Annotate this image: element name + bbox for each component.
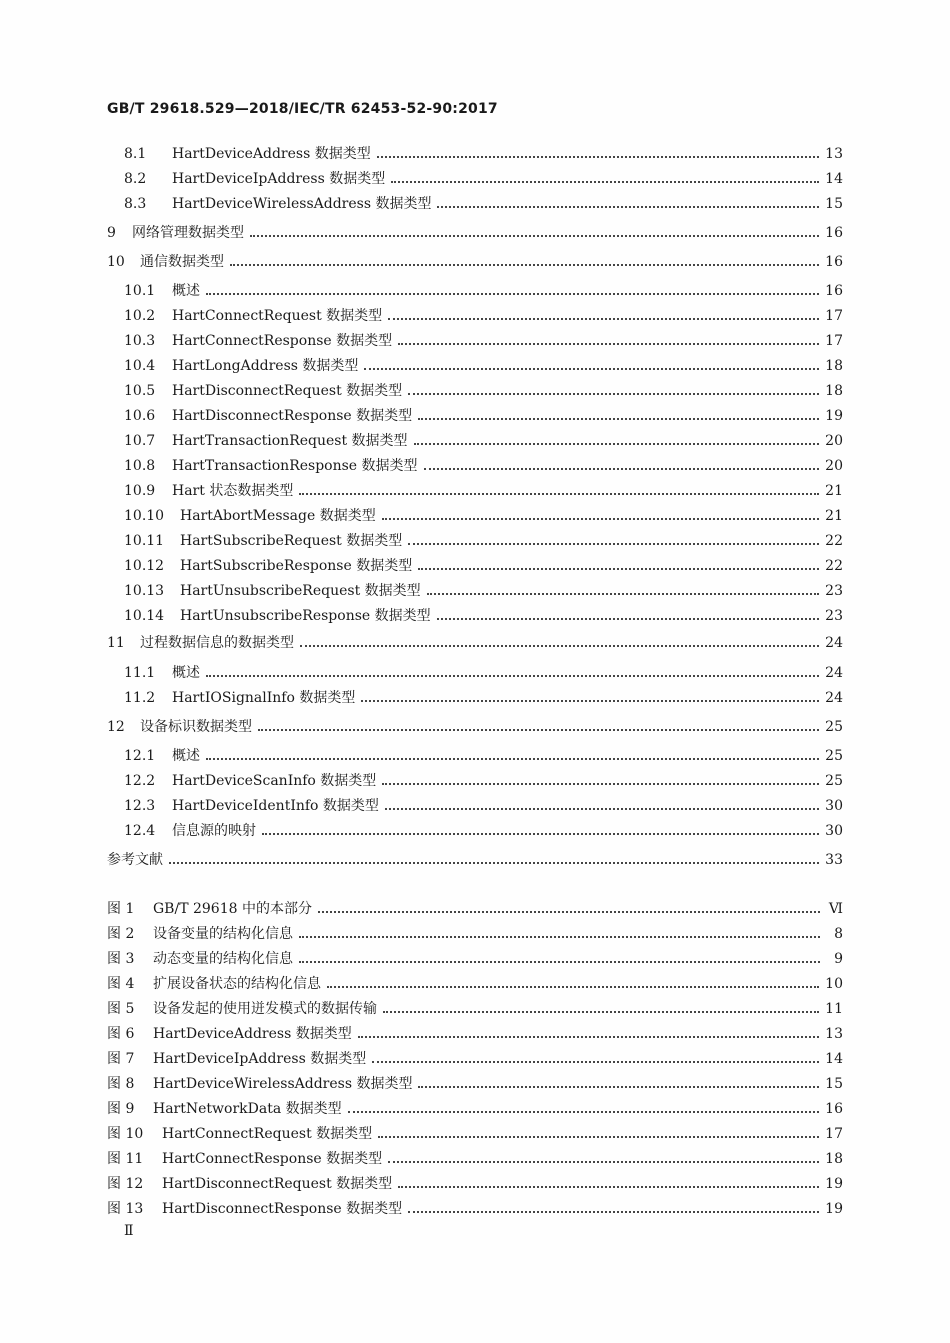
toc-entry[interactable] (124, 430, 843, 452)
toc-entry-page: 24 (825, 665, 843, 681)
dot-leader (424, 468, 820, 470)
dot-leader (377, 156, 819, 158)
toc-entry-title: HartLongAddress 数据类型 (172, 358, 359, 374)
toc-entry-title: HartDeviceAddress 数据类型 (172, 146, 371, 162)
toc-entry-page: 18 (825, 1151, 843, 1167)
toc-entry[interactable] (124, 662, 843, 684)
toc-entry-number: 12 (107, 719, 125, 735)
toc-entry[interactable] (124, 605, 843, 627)
toc-entry-page: 19 (825, 408, 843, 424)
toc-entry-page: 30 (825, 798, 843, 814)
toc-entry[interactable] (124, 555, 843, 577)
dot-leader (300, 645, 819, 647)
toc-entry-number: 10.10 (124, 508, 165, 524)
toc-entry[interactable] (124, 745, 843, 767)
toc-entry-number: 10.8 (124, 458, 156, 474)
toc-entry-number: 图 4 (107, 976, 135, 992)
toc-entry-number: 12.1 (124, 748, 156, 764)
toc-entry-number: 10.11 (124, 533, 165, 549)
toc-entry-page: 23 (825, 608, 843, 624)
toc-entry[interactable] (124, 505, 843, 527)
dot-leader (437, 618, 820, 620)
dot-leader (206, 675, 819, 677)
toc-entry-title: 通信数据类型 (140, 254, 224, 270)
toc-entry-title: 网络管理数据类型 (132, 225, 244, 241)
toc-entry-number: 10.9 (124, 483, 156, 499)
dot-leader (206, 293, 819, 295)
toc-entry-title: HartIOSignalInfo 数据类型 (172, 690, 356, 706)
dot-leader (299, 493, 819, 495)
toc-entry-number: 10.1 (124, 283, 156, 299)
toc-entry-title: HartDeviceIpAddress 数据类型 (172, 171, 386, 187)
dot-leader (262, 833, 819, 835)
toc-entry[interactable] (124, 143, 843, 165)
toc-entry-title: 信息源的映射 (172, 823, 256, 839)
toc-entry-number: 8.3 (124, 196, 147, 212)
toc-entry[interactable] (124, 380, 843, 402)
toc-entry-title: HartDeviceAddress 数据类型 (153, 1026, 352, 1042)
toc-entry-page: 16 (825, 254, 843, 270)
toc-entry[interactable] (107, 849, 843, 871)
toc-entry[interactable] (107, 973, 843, 995)
toc-entry-page: Ⅵ (828, 901, 843, 917)
toc-entry-page: 13 (825, 1026, 843, 1042)
toc-entry[interactable] (124, 580, 843, 602)
toc-entry-title: HartTransactionResponse 数据类型 (172, 458, 418, 474)
toc-entry[interactable] (124, 168, 843, 190)
toc-entry-number: 图 10 (107, 1126, 144, 1142)
toc-entry-number: 图 9 (107, 1101, 135, 1117)
toc-entry-page: 33 (825, 852, 843, 868)
toc-entry-title: HartDeviceWirelessAddress 数据类型 (153, 1076, 413, 1092)
toc-entry-number: 图 5 (107, 1001, 135, 1017)
toc-entry-number: 10.13 (124, 583, 165, 599)
toc-entry-title: 设备发起的使用迸发模式的数据传输 (153, 1001, 377, 1017)
dot-leader (383, 1011, 819, 1013)
toc-entry-title: 扩展设备状态的结构化信息 (153, 976, 321, 992)
toc-entry-title: HartDisconnectRequest 数据类型 (162, 1176, 393, 1192)
toc-entry-page: 13 (825, 146, 843, 162)
toc-entry-page: 16 (825, 1101, 843, 1117)
dot-leader (427, 593, 820, 595)
dot-leader (169, 862, 819, 864)
dot-leader (299, 936, 820, 938)
toc-entry-number: 8.2 (124, 171, 147, 187)
toc-entry-number: 12.2 (124, 773, 156, 789)
toc-entry-title: HartDisconnectResponse 数据类型 (172, 408, 413, 424)
toc-entry-title: HartConnectRequest 数据类型 (172, 308, 383, 324)
toc-entry-page: 23 (825, 583, 843, 599)
toc-entry-number: 图 3 (107, 951, 135, 967)
toc-entry[interactable] (124, 193, 843, 215)
toc-entry[interactable] (124, 480, 843, 502)
toc-entry-title: HartNetworkData 数据类型 (153, 1101, 342, 1117)
toc-entry[interactable] (124, 455, 843, 477)
dot-leader (418, 418, 819, 420)
toc-entry[interactable] (107, 1173, 843, 1195)
dot-leader (327, 986, 819, 988)
toc-entry-title: HartAbortMessage 数据类型 (180, 508, 376, 524)
toc-entry-title: 设备变量的结构化信息 (153, 926, 293, 942)
toc-entry[interactable] (124, 795, 843, 817)
toc-entry-title: HartDeviceScanInfo 数据类型 (172, 773, 377, 789)
toc-entry-page: 15 (825, 1076, 843, 1092)
toc-entry[interactable] (124, 405, 843, 427)
toc-entry-number: 图 11 (107, 1151, 144, 1167)
toc-entry-number: 图 12 (107, 1176, 144, 1192)
toc-entry[interactable] (107, 998, 843, 1020)
toc-entry-title: 过程数据信息的数据类型 (140, 635, 294, 651)
toc-entry-page: 15 (825, 196, 843, 212)
toc-entry-page: 22 (825, 558, 843, 574)
toc-entry-title: GB/T 29618 中的本部分 (153, 901, 312, 917)
dot-leader (408, 1211, 819, 1213)
toc-entry-page: 17 (825, 308, 843, 324)
dot-leader (258, 729, 819, 731)
toc-entry-number: 图 8 (107, 1076, 135, 1092)
toc-entry[interactable] (107, 1198, 843, 1220)
toc-entry-page: 20 (825, 458, 843, 474)
toc-entry-number: 10.4 (124, 358, 156, 374)
dot-leader (388, 1161, 819, 1163)
toc-entry-title: HartConnectResponse 数据类型 (162, 1151, 383, 1167)
toc-entry-number: 图 7 (107, 1051, 135, 1067)
toc-entry-page: 22 (825, 533, 843, 549)
toc-entry-page: 8 (834, 926, 843, 942)
toc-entry-title: 概述 (172, 665, 200, 681)
toc-entry-page: 17 (825, 333, 843, 349)
dot-leader (382, 518, 819, 520)
toc-entry-number: 11 (107, 635, 125, 651)
dot-leader (408, 393, 819, 395)
toc-entry-title: 设备标识数据类型 (140, 719, 252, 735)
toc-entry-number: 11.2 (124, 690, 156, 706)
toc-entry-number: 10 (107, 254, 125, 270)
toc-entry[interactable] (124, 280, 843, 302)
dot-leader (378, 1136, 819, 1138)
toc-entry-number: 9 (107, 225, 116, 241)
dot-leader (372, 1061, 819, 1063)
toc-entry-number: 图 6 (107, 1026, 135, 1042)
toc-entry-number: 12.3 (124, 798, 156, 814)
toc-entry-page: 25 (825, 748, 843, 764)
toc-entry[interactable] (124, 770, 843, 792)
dot-leader (382, 783, 819, 785)
toc-entry-page: 9 (834, 951, 843, 967)
toc-entry[interactable] (124, 330, 843, 352)
toc-entry-page: 25 (825, 719, 843, 735)
toc-entry[interactable] (107, 251, 843, 273)
toc-entry-title: HartDisconnectRequest 数据类型 (172, 383, 403, 399)
toc-entry-page: 19 (825, 1201, 843, 1217)
toc-entry-page: 14 (825, 1051, 843, 1067)
dot-leader (437, 206, 819, 208)
toc-entry-title: HartDeviceIpAddress 数据类型 (153, 1051, 367, 1067)
toc-entry-number: 10.5 (124, 383, 156, 399)
toc-entry-number: 图 13 (107, 1201, 144, 1217)
toc-entry-title: Hart 状态数据类型 (172, 483, 294, 499)
toc-entry-page: 18 (825, 358, 843, 374)
dot-leader (318, 911, 820, 913)
dot-leader (414, 443, 820, 445)
toc-entry-title: HartUnsubscribeResponse 数据类型 (180, 608, 431, 624)
toc-entry-page: 25 (825, 773, 843, 789)
dot-leader (398, 1186, 819, 1188)
toc-entry[interactable] (107, 632, 843, 654)
toc-entry-page: 19 (825, 1176, 843, 1192)
toc-entry[interactable] (107, 222, 843, 244)
toc-entry-title: HartUnsubscribeRequest 数据类型 (180, 583, 421, 599)
toc-entry-page: 21 (825, 483, 843, 499)
toc-entry-number: 图 2 (107, 926, 135, 942)
dot-leader (206, 758, 819, 760)
toc-entry[interactable] (107, 1048, 843, 1070)
dot-leader (361, 700, 819, 702)
toc-entry[interactable] (124, 355, 843, 377)
toc-entry[interactable] (124, 687, 843, 709)
toc-entry[interactable] (124, 305, 843, 327)
dot-leader (418, 1086, 819, 1088)
toc-entry-number: 10.6 (124, 408, 156, 424)
toc-entry-title: HartDisconnectResponse 数据类型 (162, 1201, 403, 1217)
toc-entry-number: 10.14 (124, 608, 165, 624)
dot-leader (418, 568, 819, 570)
toc-entry-title: HartDeviceWirelessAddress 数据类型 (172, 196, 432, 212)
toc-entry-page: 18 (825, 383, 843, 399)
toc-entry[interactable] (107, 1073, 843, 1095)
toc-entry-title: HartTransactionRequest 数据类型 (172, 433, 408, 449)
toc-entry-page: 16 (825, 225, 843, 241)
toc-entry-page: 16 (825, 283, 843, 299)
toc-entry-title: HartSubscribeRequest 数据类型 (180, 533, 403, 549)
toc-entry-title: HartDeviceIdentInfo 数据类型 (172, 798, 379, 814)
toc-entry-number: 10.2 (124, 308, 156, 324)
toc-entry-number: 11.1 (124, 665, 156, 681)
dot-leader (388, 318, 819, 320)
dot-leader (391, 181, 819, 183)
toc-entry-number: 10.7 (124, 433, 156, 449)
toc-entry-number: 图 1 (107, 901, 135, 917)
toc-entry-title: 参考文献 (107, 852, 163, 868)
toc-entry[interactable] (107, 716, 843, 738)
dot-leader (230, 264, 819, 266)
toc-entry-title: 动态变量的结构化信息 (153, 951, 293, 967)
toc-entry-page: 10 (825, 976, 843, 992)
toc-entry[interactable] (107, 1123, 843, 1145)
toc-entry-page: 11 (825, 1001, 843, 1017)
toc-entry[interactable] (107, 948, 843, 970)
dot-leader (358, 1036, 819, 1038)
toc-entry-page: 24 (825, 635, 843, 651)
dot-leader (299, 961, 820, 963)
toc-entry-title: HartConnectResponse 数据类型 (172, 333, 393, 349)
dot-leader (348, 1111, 820, 1113)
toc-entry-number: 12.4 (124, 823, 156, 839)
dot-leader (398, 343, 819, 345)
toc-entry-page: 17 (825, 1126, 843, 1142)
document-header: GB/T 29618.529—2018/IEC/TR 62453-52-90:2017 (107, 101, 498, 117)
page-number: Ⅱ (124, 1223, 134, 1239)
toc-entry[interactable] (107, 898, 843, 920)
toc-entry[interactable] (107, 923, 843, 945)
toc-entry[interactable] (124, 820, 843, 842)
dot-leader (250, 235, 819, 237)
toc-entry-title: 概述 (172, 283, 200, 299)
dot-leader (364, 368, 819, 370)
toc-entry-title: HartSubscribeResponse 数据类型 (180, 558, 413, 574)
toc-entry-page: 21 (825, 508, 843, 524)
toc-entry[interactable] (107, 1098, 843, 1120)
toc-entry[interactable] (107, 1023, 843, 1045)
toc-entry-title: HartConnectRequest 数据类型 (162, 1126, 373, 1142)
toc-entry-number: 10.12 (124, 558, 165, 574)
toc-entry-page: 20 (825, 433, 843, 449)
toc-entry-title: 概述 (172, 748, 200, 764)
toc-entry[interactable] (107, 1148, 843, 1170)
toc-entry-page: 14 (825, 171, 843, 187)
toc-entry-number: 8.1 (124, 146, 147, 162)
dot-leader (385, 808, 819, 810)
dot-leader (408, 543, 819, 545)
toc-entry-number: 10.3 (124, 333, 156, 349)
toc-entry-page: 24 (825, 690, 843, 706)
toc-entry-page: 30 (825, 823, 843, 839)
toc-entry[interactable] (124, 530, 843, 552)
